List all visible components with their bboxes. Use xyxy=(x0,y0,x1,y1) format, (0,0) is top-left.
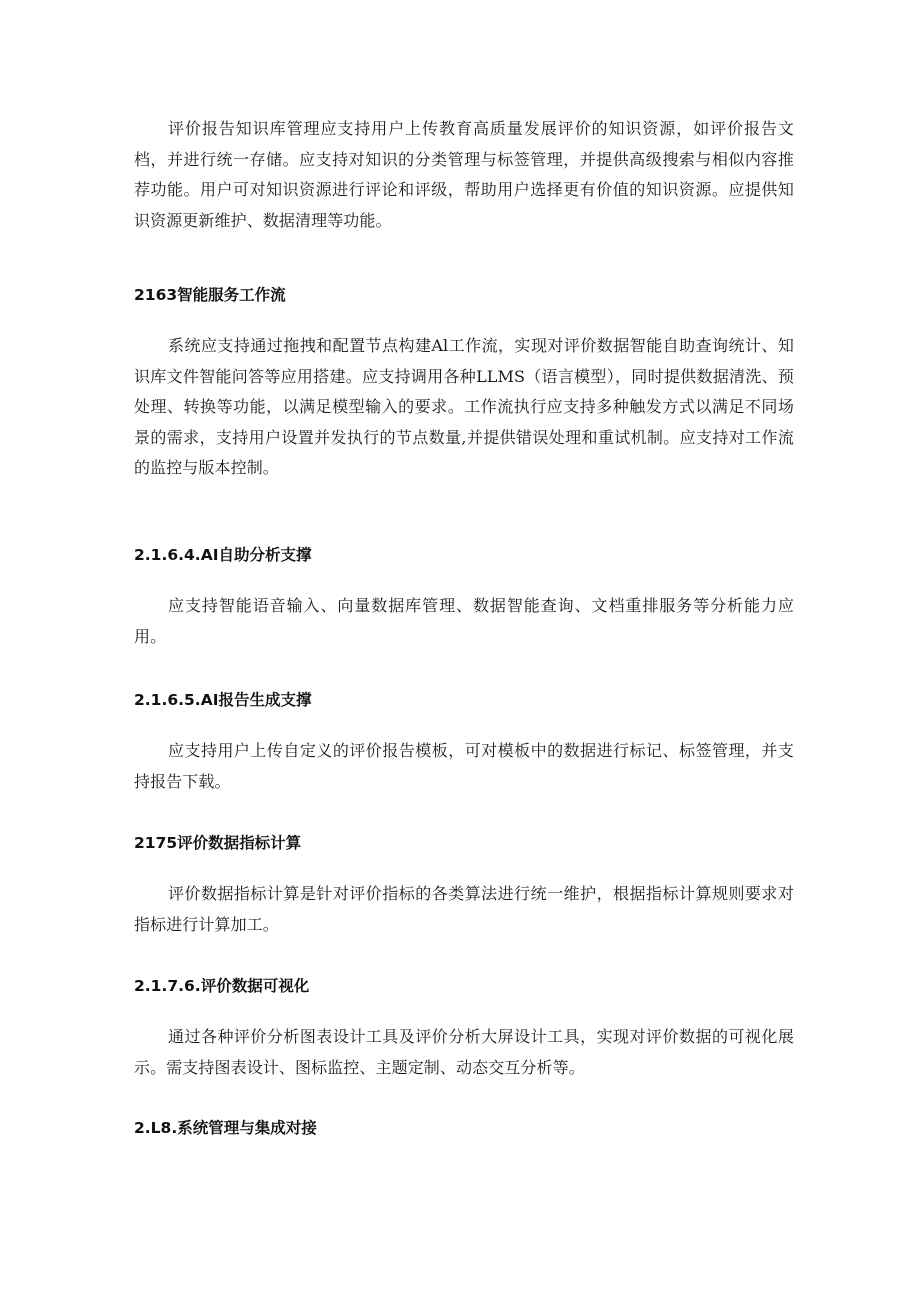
heading-data-visualization: 2.1.7.6.评价数据可视化 xyxy=(134,977,310,995)
paragraph-knowledge-base: 评价报告知识库管理应支持用户上传教育高质量发展评价的知识资源，如评价报告文档，并进行统一存储。应支持对知识的分类管理与标签管理，并提供高级搜索与相似内容推荐功能。用户可对知识资源进行评论和评级，帮助用户选择更有价值的知识资源。应提供知识资源更新维护、数据清理等功能。 xyxy=(134,119,794,230)
paragraph-data-visualization: 通过各种评价分析图表设计工具及评价分析大屏设计工具，实现对评价数据的可视化展示。需支持图表设计、图标监控、主题定制、动态交互分析等。 xyxy=(134,1027,794,1077)
paragraph-indicator-calculation: 评价数据指标计算是针对评价指标的各类算法进行统一维护，根据指标计算规则要求对指标进行计算加工。 xyxy=(134,884,794,934)
paragraph-ai-self-analysis: 应支持智能语音输入、向量数据库管理、数据智能查询、文档重排服务等分析能力应用。 xyxy=(134,596,794,646)
heading-ai-report-generation: 2.1.6.5.AI报告生成支撑 xyxy=(134,691,312,709)
paragraph-ai-report-generation: 应支持用户上传自定义的评价报告模板，可对模板中的数据进行标记、标签管理，并支持报告下载。 xyxy=(134,741,794,791)
heading-ai-self-analysis: 2.1.6.4.AI自助分析支撑 xyxy=(134,546,312,564)
heading-indicator-calculation: 2175评价数据指标计算 xyxy=(134,834,302,852)
paragraph-intelligent-workflow: 系统应支持通过拖拽和配置节点构建Al工作流，实现对评价数据智能自助查询统计、知识库文件智能问答等应用搭建。应支持调用各种LLMS（语言模型），同时提供数据清洗、预处理、转换等功能，以满足模型输入的要求。工作流执行应支持多种触发方式以满足不同场景的需求，支持用户设置并发执行的节点数量,并提供错误处理和重试机制。应支持对工作流的监控与版本控制。 xyxy=(134,336,794,477)
heading-intelligent-workflow: 2163智能服务工作流 xyxy=(134,286,286,304)
heading-system-management: 2.L8.系统管理与集成对接 xyxy=(134,1119,317,1137)
